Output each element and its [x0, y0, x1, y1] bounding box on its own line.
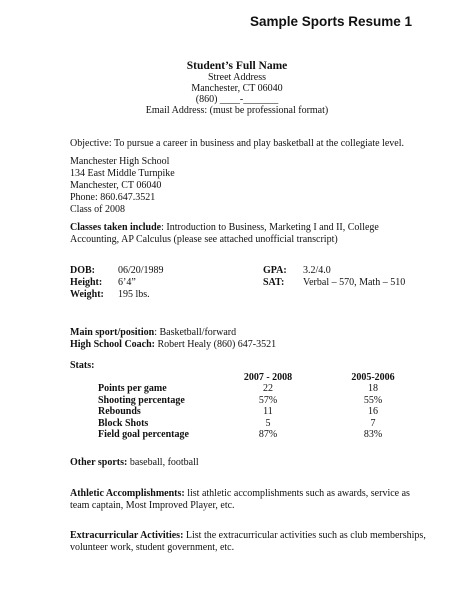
main-sport-value: : Basketball/forward	[154, 327, 237, 338]
school-city: Manchester, CT 06040	[70, 180, 162, 191]
weight-value: 195 lbs.	[118, 289, 150, 300]
classes-label: Classes taken include	[70, 222, 162, 233]
document-title: Sample Sports Resume 1	[249, 14, 412, 29]
extracurricular-line-2: volunteer work, student government, etc.	[70, 542, 235, 553]
coach-label: High School Coach:	[70, 339, 156, 350]
school-block	[70, 156, 175, 216]
sat-value: Verbal – 570, Math – 510	[303, 277, 406, 288]
phone-number: (860) ____-_______	[195, 94, 279, 105]
school-name: Manchester High School	[70, 156, 170, 167]
email-address: Email Address: (must be professional format)	[145, 105, 329, 116]
city-state-zip: Manchester, CT 06040	[191, 83, 283, 94]
gpa-value: 3.2/4.0	[303, 265, 331, 276]
extracurricular-line-1: List the extracurricular activities such as club memberships,	[183, 530, 426, 541]
school-address: 134 East Middle Turnpike	[70, 168, 175, 179]
height-value: 6’4”	[118, 277, 136, 288]
stats-label: Stats:	[70, 360, 95, 371]
graduation-class: Class of 2008	[70, 204, 125, 215]
other-sports-label: Other sports:	[70, 457, 128, 468]
student-name: Student’s Full Name	[186, 60, 288, 72]
stats-col-2007: 2007 - 2008	[243, 372, 293, 383]
dob-value: 06/20/1989	[118, 265, 164, 276]
sat-label: SAT:	[263, 277, 285, 288]
stats-col-2005: 2005-2006	[351, 372, 395, 383]
stats-table	[98, 372, 428, 440]
objective: Objective: To pursue a career in business and play basketball at the collegiate level.	[70, 138, 404, 149]
classes-block	[70, 222, 379, 246]
test-scores	[263, 265, 405, 289]
stats-header-row	[98, 372, 428, 383]
personal-block	[70, 265, 164, 301]
height-label: Height:	[70, 277, 103, 288]
other-sports	[70, 457, 199, 469]
main-sport-label: Main sport/position	[70, 327, 155, 338]
classes-line-2: Accounting, AP Calculus (please see attached unofficial transcript)	[70, 234, 338, 245]
street-address: Street Address	[207, 72, 267, 83]
athletic-line-1: list athletic accomplishments such as awards, service as	[184, 488, 410, 499]
athletic-label: Athletic Accomplishments:	[70, 488, 185, 499]
table-row: Points per game 22 18	[98, 383, 378, 395]
sport-block	[70, 327, 276, 351]
dob-label: DOB:	[70, 265, 95, 276]
table-row: Rebounds 11 16	[98, 406, 378, 418]
weight-label: Weight:	[70, 289, 104, 300]
table-row: Block Shots 5 7	[98, 417, 376, 429]
classes-line-1: : Introduction to Business, Marketing I and II, College	[161, 222, 379, 233]
coach-value: Robert Healy (860) 647-3521	[155, 339, 277, 350]
table-row: Shooting percentage 57% 55%	[98, 394, 383, 406]
table-row: Field goal percentage 87% 83%	[98, 429, 383, 441]
school-phone: Phone: 860.647.3521	[70, 192, 156, 203]
extracurricular-activities	[70, 530, 426, 554]
other-sports-value: baseball, football	[127, 457, 199, 468]
athletic-accomplishments	[70, 488, 410, 512]
extracurricular-label: Extracurricular Activities:	[70, 530, 184, 541]
gpa-label: GPA:	[263, 265, 287, 276]
athletic-line-2: team captain, Most Improved Player, etc.	[70, 500, 235, 511]
